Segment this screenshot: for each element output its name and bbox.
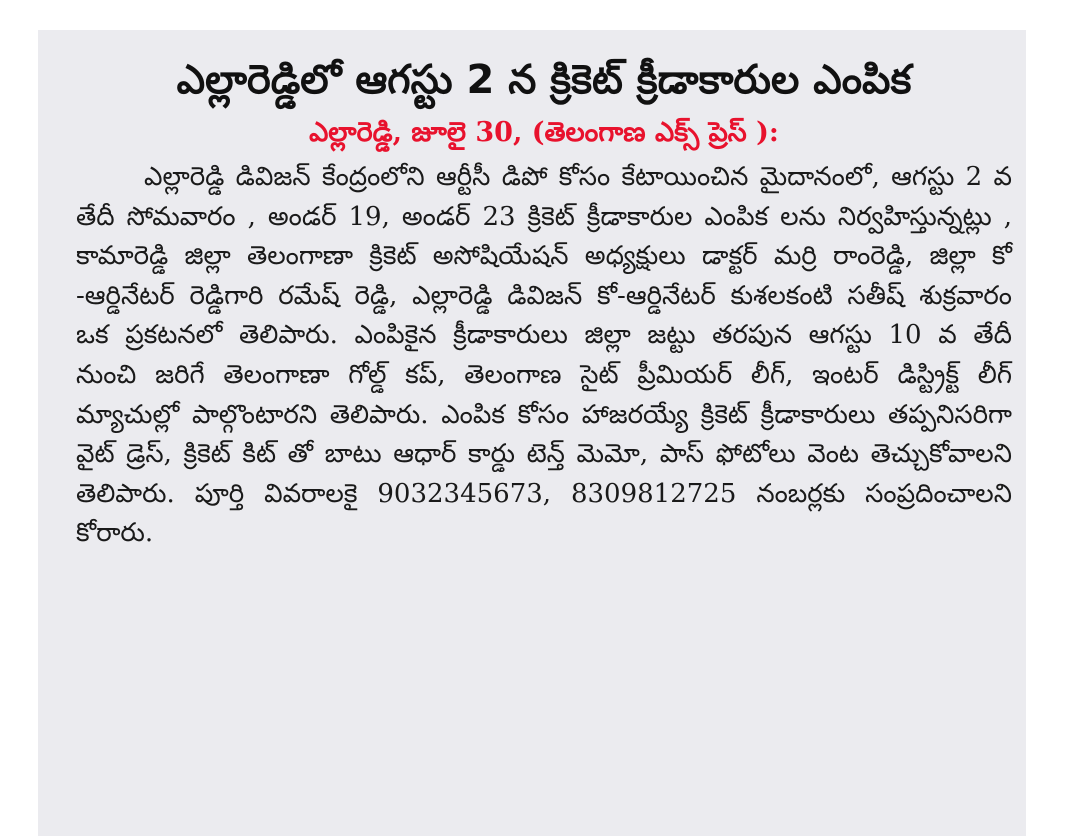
article-body: ఎల్లారెడ్డి డివిజన్ కేంద్రంలోని ఆర్టీసీ డిపో కోసం కేటాయించిన మైదానంలో, ఆగస్టు 2 వ తేదీ సోమవారం , అండర్ 19, అండర్ 23 క్రికెట్ క్రీడాకారుల ఎంపిక లను నిర్వహిస్తున్నట్లు , కామారెడ్డి జిల్లా తెలంగాణా క్రికెట్ అసోషియేషన్ అధ్యక్షులు డాక్టర్ మర్రి రాంరెడ్డి, జిల్లా కో -ఆర్డినేటర్ రెడ్డిగారి రమేష్ రెడ్డి, ఎల్లారెడ్డి డివిజన్ కో-ఆర్డినేటర్ కుశలకంటి సతీష్ శుక్రవారం ఒక ప్రకటనలో తెలిపారు. ఎంపికైన క్రీడాకారులు జిల్లా జట్టు తరపున ఆగస్టు 10 వ తేదీ నుంచి జరిగే తెలంగాణా గోల్డ్ కప్, తెలంగాణ సైట్ ప్రీమియర్ లీగ్, ఇంటర్ డిస్ట్రిక్ట్ లీగ్ మ్యాచుల్లో పాల్గొంటారని తెలిపారు. ఎంపిక కోసం హాజరయ్యే క్రికెట్ క్రీడాకారులు తప్పనిసరిగా వైట్ డ్రెస్, క్రికెట్ కిట్ తో బాటు ఆధార్ కార్డు టెన్త్ మెమో, పాస్ ఫోటోలు వెంట తెచ్చుకోవాలని తెలిపారు. పూర్తి వివరాలకై 9032345673, 8309812725 నంబర్లకు సంప్రదించాలని కోరారు. (76, 162, 1012, 549)
article-headline: ఎల్లారెడ్డిలో ఆగస్టు 2 న క్రికెట్ క్రీడాకారుల ఎంపిక (176, 57, 912, 103)
newspaper-clipping (38, 30, 1026, 836)
article-dateline: ఎల్లారెడ్డి, జూలై 30, (తెలంగాణ ఎక్స్ ప్రెస్ ): (309, 117, 779, 148)
